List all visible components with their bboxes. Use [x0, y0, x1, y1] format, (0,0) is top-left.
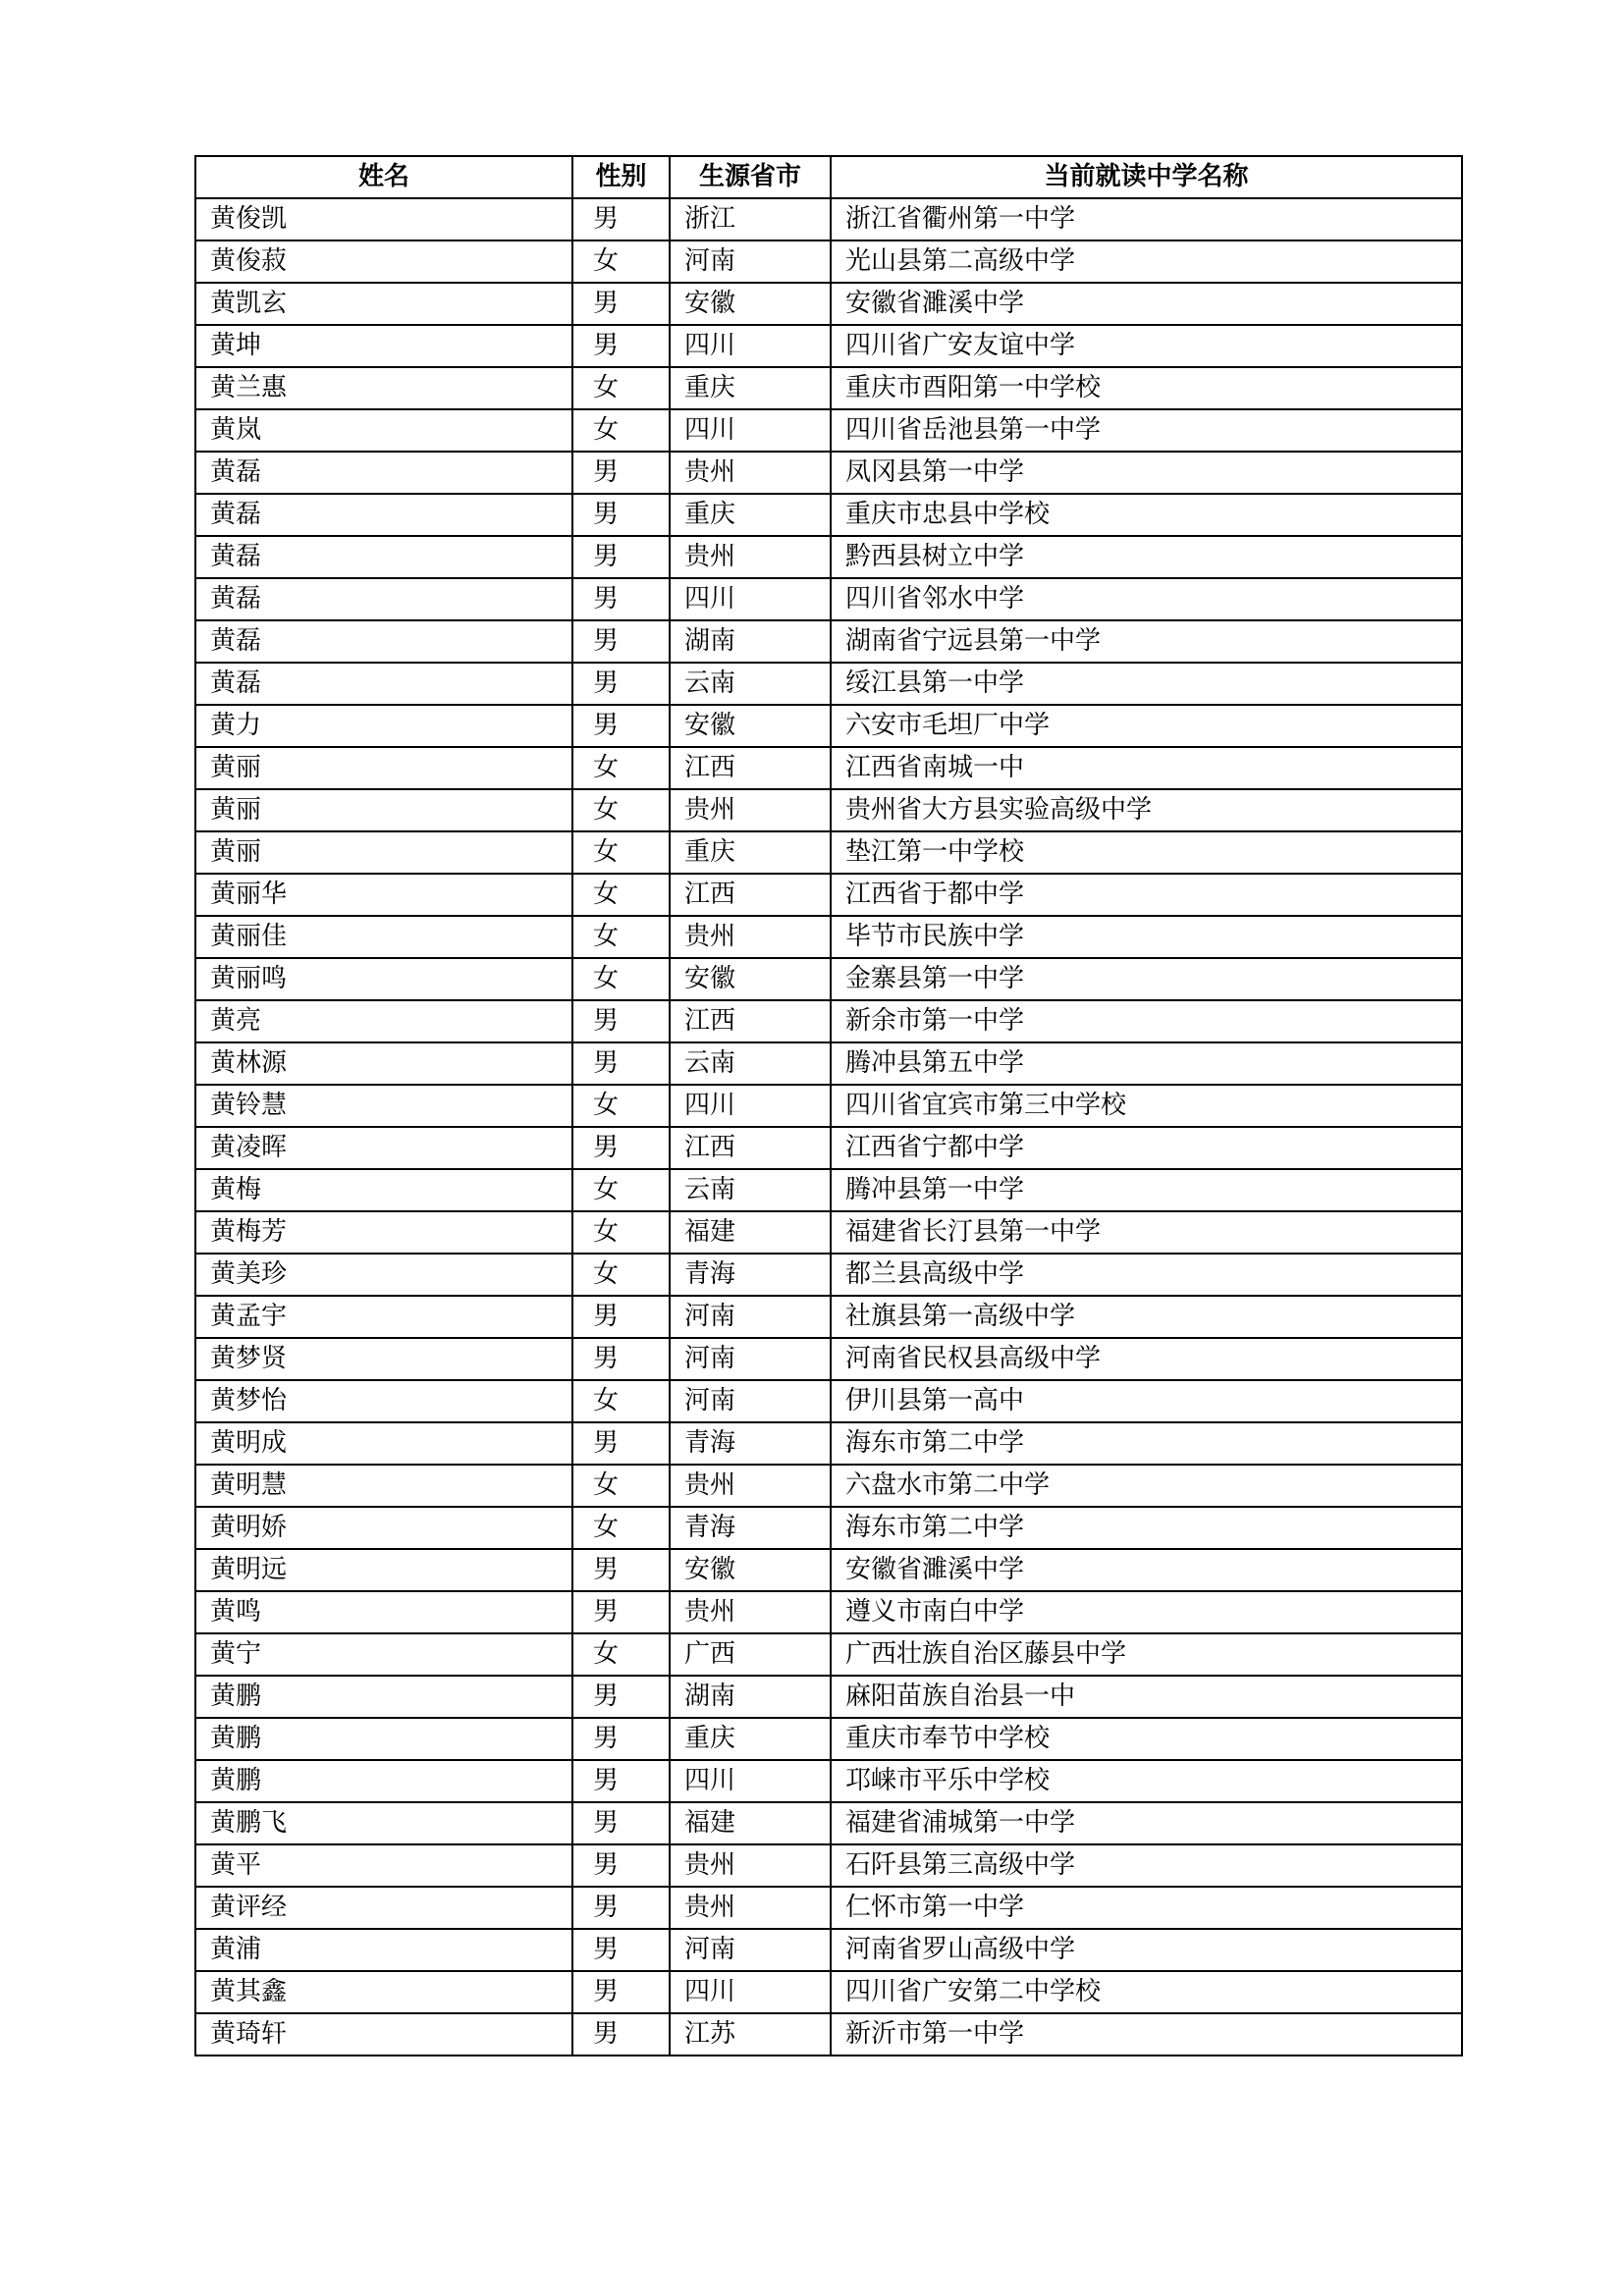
- cell-gender: 男: [572, 705, 670, 747]
- cell-province: 江西: [670, 747, 831, 789]
- cell-school: 广西壮族自治区藤县中学: [831, 1633, 1462, 1676]
- cell-gender: 男: [572, 1591, 670, 1633]
- table-row: [195, 705, 1462, 747]
- table-row: [195, 1380, 1462, 1422]
- cell-province: 湖南: [670, 1676, 831, 1718]
- table-row: [195, 409, 1462, 452]
- cell-province: 重庆: [670, 494, 831, 536]
- cell-name: 黄琦轩: [195, 2013, 572, 2056]
- cell-school: 江西省于都中学: [831, 874, 1462, 916]
- header-name: 姓名: [195, 156, 572, 198]
- table-row: [195, 1591, 1462, 1633]
- cell-school: 六安市毛坦厂中学: [831, 705, 1462, 747]
- cell-gender: 女: [572, 1169, 670, 1211]
- cell-name: 黄亮: [195, 1000, 572, 1042]
- cell-gender: 女: [572, 1507, 670, 1549]
- cell-school: 黔西县树立中学: [831, 536, 1462, 578]
- cell-province: 贵州: [670, 1844, 831, 1887]
- cell-gender: 女: [572, 409, 670, 452]
- cell-province: 重庆: [670, 831, 831, 874]
- cell-gender: 女: [572, 874, 670, 916]
- cell-gender: 女: [572, 1465, 670, 1507]
- cell-name: 黄俊菽: [195, 240, 572, 283]
- cell-school: 浙江省衢州第一中学: [831, 198, 1462, 240]
- cell-school: 江西省南城一中: [831, 747, 1462, 789]
- cell-name: 黄丽佳: [195, 916, 572, 958]
- table-row: [195, 2013, 1462, 2056]
- table-row: [195, 1254, 1462, 1296]
- cell-school: 新沂市第一中学: [831, 2013, 1462, 2056]
- table-row: [195, 1760, 1462, 1802]
- cell-name: 黄宁: [195, 1633, 572, 1676]
- table-row: [195, 1296, 1462, 1338]
- table-row: [195, 1085, 1462, 1127]
- cell-name: 黄坤: [195, 325, 572, 367]
- cell-gender: 男: [572, 578, 670, 620]
- cell-province: 四川: [670, 1971, 831, 2013]
- cell-name: 黄浦: [195, 1929, 572, 1971]
- cell-gender: 男: [572, 1760, 670, 1802]
- header-gender: 性别: [572, 156, 670, 198]
- cell-name: 黄磊: [195, 663, 572, 705]
- cell-name: 黄梦怡: [195, 1380, 572, 1422]
- cell-school: 绥江县第一中学: [831, 663, 1462, 705]
- cell-name: 黄鹏: [195, 1718, 572, 1760]
- table-row: [195, 452, 1462, 494]
- cell-school: 河南省民权县高级中学: [831, 1338, 1462, 1380]
- table-row: [195, 831, 1462, 874]
- cell-name: 黄评经: [195, 1887, 572, 1929]
- cell-school: 六盘水市第二中学: [831, 1465, 1462, 1507]
- cell-school: 毕节市民族中学: [831, 916, 1462, 958]
- header-row: [195, 156, 1462, 198]
- cell-name: 黄兰惠: [195, 367, 572, 409]
- cell-name: 黄明成: [195, 1422, 572, 1465]
- table-row: [195, 1549, 1462, 1591]
- cell-province: 青海: [670, 1422, 831, 1465]
- cell-school: 江西省宁都中学: [831, 1127, 1462, 1169]
- cell-school: 光山县第二高级中学: [831, 240, 1462, 283]
- cell-gender: 男: [572, 1887, 670, 1929]
- cell-name: 黄明娇: [195, 1507, 572, 1549]
- cell-name: 黄俊凯: [195, 198, 572, 240]
- cell-school: 河南省罗山高级中学: [831, 1929, 1462, 1971]
- table-row: [195, 1465, 1462, 1507]
- cell-province: 贵州: [670, 1887, 831, 1929]
- table-row: [195, 1971, 1462, 2013]
- cell-province: 河南: [670, 1929, 831, 1971]
- cell-province: 江西: [670, 1000, 831, 1042]
- cell-gender: 男: [572, 1127, 670, 1169]
- cell-gender: 女: [572, 240, 670, 283]
- cell-school: 社旗县第一高级中学: [831, 1296, 1462, 1338]
- cell-school: 海东市第二中学: [831, 1507, 1462, 1549]
- cell-gender: 男: [572, 2013, 670, 2056]
- cell-gender: 男: [572, 494, 670, 536]
- table-row: [195, 1000, 1462, 1042]
- cell-name: 黄凯玄: [195, 283, 572, 325]
- cell-school: 福建省浦城第一中学: [831, 1802, 1462, 1844]
- cell-gender: 女: [572, 1211, 670, 1254]
- cell-school: 重庆市忠县中学校: [831, 494, 1462, 536]
- cell-school: 都兰县高级中学: [831, 1254, 1462, 1296]
- cell-name: 黄磊: [195, 620, 572, 663]
- cell-province: 贵州: [670, 1465, 831, 1507]
- cell-gender: 女: [572, 1633, 670, 1676]
- cell-school: 四川省邻水中学: [831, 578, 1462, 620]
- table-row: [195, 1802, 1462, 1844]
- table-row: [195, 494, 1462, 536]
- cell-gender: 女: [572, 958, 670, 1000]
- table-row: [195, 1338, 1462, 1380]
- cell-province: 河南: [670, 1380, 831, 1422]
- cell-province: 安徽: [670, 958, 831, 1000]
- cell-province: 四川: [670, 325, 831, 367]
- cell-school: 垫江第一中学校: [831, 831, 1462, 874]
- cell-school: 重庆市酉阳第一中学校: [831, 367, 1462, 409]
- cell-gender: 男: [572, 536, 670, 578]
- table-row: [195, 1929, 1462, 1971]
- cell-province: 浙江: [670, 198, 831, 240]
- table-row: [195, 1042, 1462, 1085]
- cell-gender: 男: [572, 1422, 670, 1465]
- cell-province: 云南: [670, 663, 831, 705]
- table-row: [195, 789, 1462, 831]
- cell-name: 黄梦贤: [195, 1338, 572, 1380]
- cell-province: 贵州: [670, 536, 831, 578]
- cell-name: 黄孟宇: [195, 1296, 572, 1338]
- cell-gender: 女: [572, 747, 670, 789]
- cell-school: 凤冈县第一中学: [831, 452, 1462, 494]
- cell-school: 腾冲县第一中学: [831, 1169, 1462, 1211]
- cell-school: 四川省宜宾市第三中学校: [831, 1085, 1462, 1127]
- table-row: [195, 1507, 1462, 1549]
- cell-province: 江苏: [670, 2013, 831, 2056]
- cell-school: 海东市第二中学: [831, 1422, 1462, 1465]
- cell-province: 安徽: [670, 283, 831, 325]
- cell-gender: 女: [572, 1380, 670, 1422]
- cell-province: 青海: [670, 1507, 831, 1549]
- cell-name: 黄岚: [195, 409, 572, 452]
- cell-name: 黄丽鸣: [195, 958, 572, 1000]
- cell-province: 四川: [670, 409, 831, 452]
- cell-gender: 男: [572, 1549, 670, 1591]
- cell-province: 江西: [670, 874, 831, 916]
- cell-name: 黄鹏飞: [195, 1802, 572, 1844]
- cell-school: 金寨县第一中学: [831, 958, 1462, 1000]
- cell-gender: 男: [572, 1676, 670, 1718]
- table-row: [195, 1844, 1462, 1887]
- cell-school: 伊川县第一高中: [831, 1380, 1462, 1422]
- cell-province: 安徽: [670, 1549, 831, 1591]
- cell-province: 福建: [670, 1802, 831, 1844]
- cell-province: 云南: [670, 1169, 831, 1211]
- cell-province: 贵州: [670, 789, 831, 831]
- cell-province: 河南: [670, 1296, 831, 1338]
- header-province: 生源省市: [670, 156, 831, 198]
- cell-gender: 女: [572, 1085, 670, 1127]
- cell-gender: 男: [572, 325, 670, 367]
- cell-name: 黄林源: [195, 1042, 572, 1085]
- cell-name: 黄凌晖: [195, 1127, 572, 1169]
- cell-gender: 女: [572, 789, 670, 831]
- cell-gender: 男: [572, 1296, 670, 1338]
- table-row: [195, 958, 1462, 1000]
- table-row: [195, 1422, 1462, 1465]
- cell-province: 贵州: [670, 916, 831, 958]
- table-row: [195, 198, 1462, 240]
- table-row: [195, 536, 1462, 578]
- table-row: [195, 240, 1462, 283]
- table-row: [195, 325, 1462, 367]
- cell-gender: 男: [572, 620, 670, 663]
- cell-school: 四川省岳池县第一中学: [831, 409, 1462, 452]
- cell-name: 黄力: [195, 705, 572, 747]
- cell-school: 福建省长汀县第一中学: [831, 1211, 1462, 1254]
- cell-gender: 女: [572, 367, 670, 409]
- cell-province: 河南: [670, 240, 831, 283]
- table-row: [195, 367, 1462, 409]
- cell-name: 黄平: [195, 1844, 572, 1887]
- table-row: [195, 1887, 1462, 1929]
- table-row: [195, 874, 1462, 916]
- cell-school: 邛崃市平乐中学校: [831, 1760, 1462, 1802]
- table-row: [195, 1127, 1462, 1169]
- cell-school: 麻阳苗族自治县一中: [831, 1676, 1462, 1718]
- cell-school: 遵义市南白中学: [831, 1591, 1462, 1633]
- cell-name: 黄美珍: [195, 1254, 572, 1296]
- cell-gender: 男: [572, 1844, 670, 1887]
- cell-name: 黄铃慧: [195, 1085, 572, 1127]
- cell-gender: 男: [572, 1929, 670, 1971]
- cell-school: 四川省广安第二中学校: [831, 1971, 1462, 2013]
- cell-gender: 男: [572, 283, 670, 325]
- table-row: [195, 1633, 1462, 1676]
- cell-province: 贵州: [670, 452, 831, 494]
- cell-name: 黄磊: [195, 494, 572, 536]
- cell-school: 腾冲县第五中学: [831, 1042, 1462, 1085]
- cell-name: 黄丽: [195, 831, 572, 874]
- cell-gender: 男: [572, 1802, 670, 1844]
- cell-gender: 男: [572, 1971, 670, 2013]
- cell-school: 四川省广安友谊中学: [831, 325, 1462, 367]
- cell-name: 黄丽: [195, 789, 572, 831]
- cell-province: 湖南: [670, 620, 831, 663]
- table-row: [195, 620, 1462, 663]
- cell-province: 四川: [670, 1760, 831, 1802]
- cell-name: 黄磊: [195, 536, 572, 578]
- cell-name: 黄其鑫: [195, 1971, 572, 2013]
- cell-province: 河南: [670, 1338, 831, 1380]
- cell-name: 黄明远: [195, 1549, 572, 1591]
- table-row: [195, 1211, 1462, 1254]
- cell-name: 黄鹏: [195, 1676, 572, 1718]
- table-row: [195, 1676, 1462, 1718]
- cell-name: 黄鹏: [195, 1760, 572, 1802]
- cell-gender: 女: [572, 1254, 670, 1296]
- table-row: [195, 747, 1462, 789]
- cell-province: 青海: [670, 1254, 831, 1296]
- roster-sheet: [194, 155, 1461, 2056]
- student-roster-table: [194, 155, 1463, 2056]
- cell-gender: 男: [572, 663, 670, 705]
- cell-school: 安徽省濉溪中学: [831, 283, 1462, 325]
- cell-province: 云南: [670, 1042, 831, 1085]
- cell-name: 黄丽: [195, 747, 572, 789]
- table-row: [195, 663, 1462, 705]
- cell-province: 四川: [670, 578, 831, 620]
- cell-name: 黄丽华: [195, 874, 572, 916]
- cell-school: 重庆市奉节中学校: [831, 1718, 1462, 1760]
- cell-school: 安徽省濉溪中学: [831, 1549, 1462, 1591]
- cell-gender: 男: [572, 1042, 670, 1085]
- cell-school: 湖南省宁远县第一中学: [831, 620, 1462, 663]
- cell-name: 黄梅: [195, 1169, 572, 1211]
- cell-school: 新余市第一中学: [831, 1000, 1462, 1042]
- cell-gender: 女: [572, 916, 670, 958]
- cell-name: 黄明慧: [195, 1465, 572, 1507]
- cell-name: 黄梅芳: [195, 1211, 572, 1254]
- cell-province: 福建: [670, 1211, 831, 1254]
- cell-province: 重庆: [670, 1718, 831, 1760]
- cell-school: 贵州省大方县实验高级中学: [831, 789, 1462, 831]
- cell-gender: 男: [572, 1718, 670, 1760]
- cell-province: 安徽: [670, 705, 831, 747]
- cell-province: 广西: [670, 1633, 831, 1676]
- cell-province: 重庆: [670, 367, 831, 409]
- cell-school: 仁怀市第一中学: [831, 1887, 1462, 1929]
- table-row: [195, 916, 1462, 958]
- cell-province: 四川: [670, 1085, 831, 1127]
- header-school: 当前就读中学名称: [831, 156, 1462, 198]
- cell-province: 贵州: [670, 1591, 831, 1633]
- cell-gender: 男: [572, 198, 670, 240]
- cell-name: 黄鸣: [195, 1591, 572, 1633]
- cell-name: 黄磊: [195, 452, 572, 494]
- table-row: [195, 1169, 1462, 1211]
- cell-gender: 女: [572, 831, 670, 874]
- roster-body: [195, 198, 1462, 2056]
- cell-school: 石阡县第三高级中学: [831, 1844, 1462, 1887]
- cell-gender: 男: [572, 1000, 670, 1042]
- cell-gender: 男: [572, 452, 670, 494]
- cell-province: 江西: [670, 1127, 831, 1169]
- cell-name: 黄磊: [195, 578, 572, 620]
- table-row: [195, 283, 1462, 325]
- cell-gender: 男: [572, 1338, 670, 1380]
- table-row: [195, 1718, 1462, 1760]
- table-row: [195, 578, 1462, 620]
